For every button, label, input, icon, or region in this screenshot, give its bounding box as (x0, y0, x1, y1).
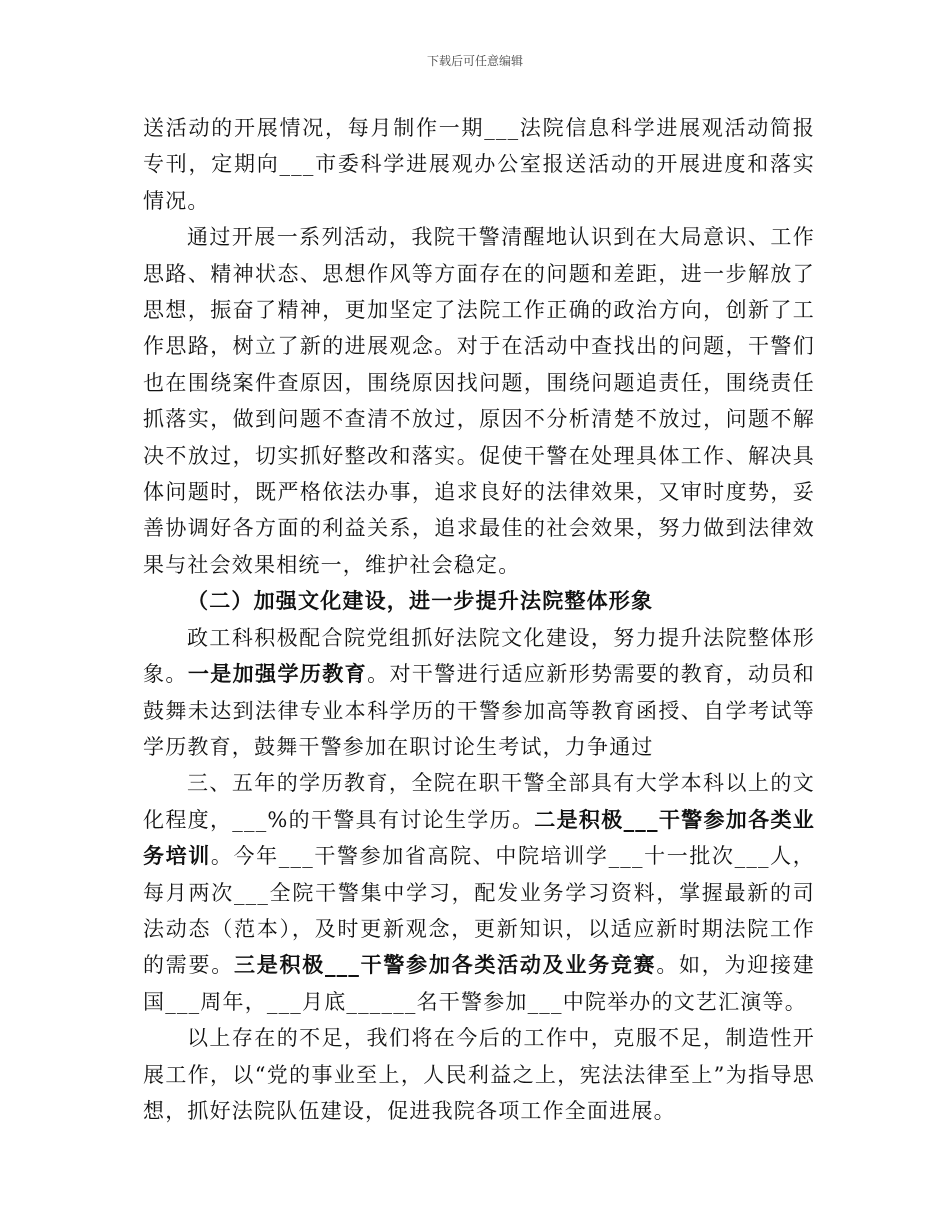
paragraph-5: 以上存在的不足，我们将在今后的工作中，克服不足，制造性开展工作，以“党的事业至上，人民利益之上，宪法法律至上”为指导思想，抓好法院队伍建设，促进我院各项工作全面进展。 (143, 1026, 815, 1123)
paragraph-2: 通过开展一系列活动，我院干警清醒地认识到在大局意识、工作思路、精神状态、思想作风等方面存在的问题和差距，进一步解放了思想，振奋了精神，更加坚定了法院工作正确的政治方向，创新了工作思路，树立了新的进展观念。对于在活动中查找出的问题，干警们也在围绕案件查原因，围绕原因找问题，围绕问题追责任，围绕责任抓落实，做到问题不查清不放过，原因不分析清楚不放过，问题不解决不放过，切实抓好整改和落实。促使干警在处理具体工作、解决具体问题时，既严格依法办事，追求良好的法律效果，又审时度势，妥善协调好各方面的利益关系，追求最佳的社会效果，努力做到法律效果与社会效果相统一，维护社会稳定。 (143, 225, 815, 577)
paragraph-3 (143, 620, 815, 766)
point-3-title: 三是积极___干警参加各类活动及业务竞赛 (233, 952, 657, 978)
section-heading-2: （二）加强文化建设，进一步提升法院整体形象 (187, 588, 654, 614)
paragraph-4-intro: 三、五年的学历教育，全院在职干警全部具有大学本科以上的文化程度，___%的干警具有讨论生学历。 (143, 771, 815, 832)
paragraph-3-body: 。对干警进行适应新形势需要的教育，动员和鼓舞未达到法律专业本科学历的干警参加高等教育函授、自学考试等学历教育，鼓舞干警参加在职讨论生考试，力争通过 (143, 662, 815, 759)
point-2-title: 二是积极___干警参加各类业务培训 (143, 806, 815, 869)
paragraph-4-end: 。如，为迎接建国___周年，___月底______名干警参加___中院举办的文艺汇演等。 (143, 953, 815, 1014)
paragraph-4 (143, 765, 815, 1020)
paragraph-3-intro: 政工科积极配合院党组抓好法院文化建设，努力提升法院整体形象。 (143, 625, 815, 687)
paragraph-4-body: 。今年___干警参加省高院、中院培训学___十一批次___人，每月两次___全院干警集中学习，配发业务学习资料，掌握最新的司法动态（范本），及时更新观念，更新知识，以适应新时期法院工作的需要。 (143, 844, 815, 978)
document-body (143, 110, 815, 1129)
page-header: 下载后可任意编辑 (426, 54, 523, 68)
point-1-title: 一是加强学历教育 (187, 661, 368, 687)
paragraph-1: 送活动的开展情况，每月制作一期___法院信息科学进展观活动简报专刊，定期向___市委科学进展观办公室报送活动的开展进度和落实情况。 (143, 116, 815, 213)
